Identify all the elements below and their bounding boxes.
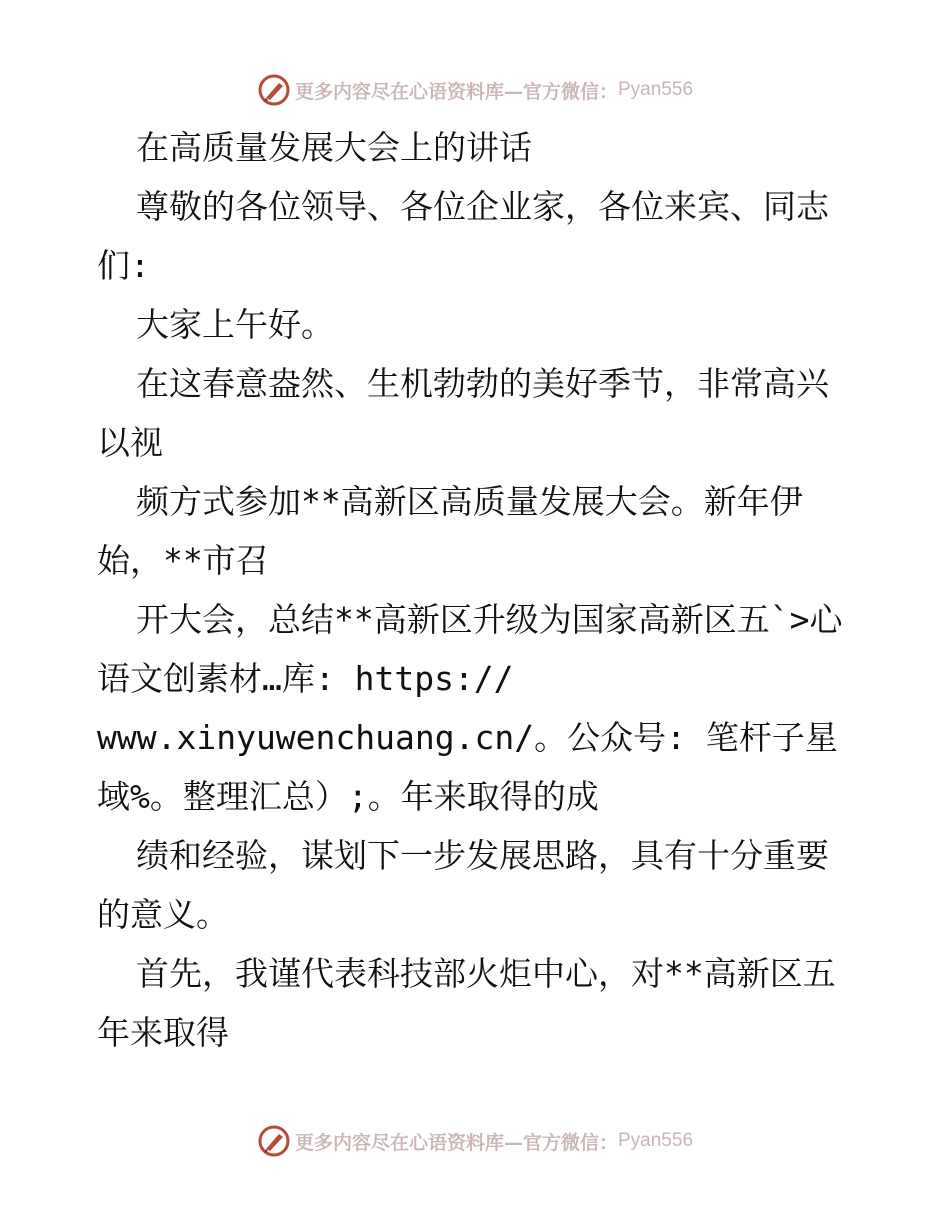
paragraph-line: 首先，我谨代表科技部火炬中心，对**高新区五 <box>136 954 836 993</box>
paragraph-line: 语文创素材…库: https:// <box>97 659 514 698</box>
watermark-text: 更多内容尽在心语资料库—官方微信： <box>294 80 618 103</box>
paragraph-line: 绩和经验，谋划下一步发展思路，具有十分重要 <box>136 836 829 875</box>
watermark-text: 更多内容尽在心语资料库—官方微信： <box>294 1131 618 1154</box>
watermark-wechat-id: Pyan556 <box>618 79 694 100</box>
paragraph-line: 尊敬的各位领导、各位企业家，各位来宾、同志 <box>136 187 829 226</box>
paragraph-line: 们: <box>97 246 150 285</box>
document-body <box>97 118 857 1062</box>
paragraph-line: 大家上午好。 <box>136 305 334 344</box>
paragraph-line: 以视 <box>97 423 163 462</box>
paragraph-line: 在这春意盎然、生机勃勃的美好季节，非常高兴 <box>136 364 829 403</box>
document-title: 在高质量发展大会上的讲话 <box>136 128 532 167</box>
paragraph-line: 始，**市召 <box>97 541 269 580</box>
top-watermark-banner <box>0 70 950 110</box>
watermark-wechat-id: Pyan556 <box>618 1130 694 1151</box>
paragraph-line: 开大会，总结**高新区升级为国家高新区五`>心 <box>136 600 843 639</box>
paragraph-line: 年来取得 <box>97 1013 229 1052</box>
paragraph-line: www.xinyuwenchuang.cn/。公众号: 笔杆子星 <box>97 718 838 757</box>
pen-logo-icon <box>257 1124 291 1158</box>
pen-logo-icon <box>257 73 291 107</box>
paragraph-line: 域%。整理汇总）;。年来取得的成 <box>97 777 599 816</box>
paragraph-line: 频方式参加**高新区高质量发展大会。新年伊 <box>136 482 803 521</box>
bottom-watermark-banner <box>0 1121 950 1161</box>
paragraph-line: 的意义。 <box>97 895 229 934</box>
